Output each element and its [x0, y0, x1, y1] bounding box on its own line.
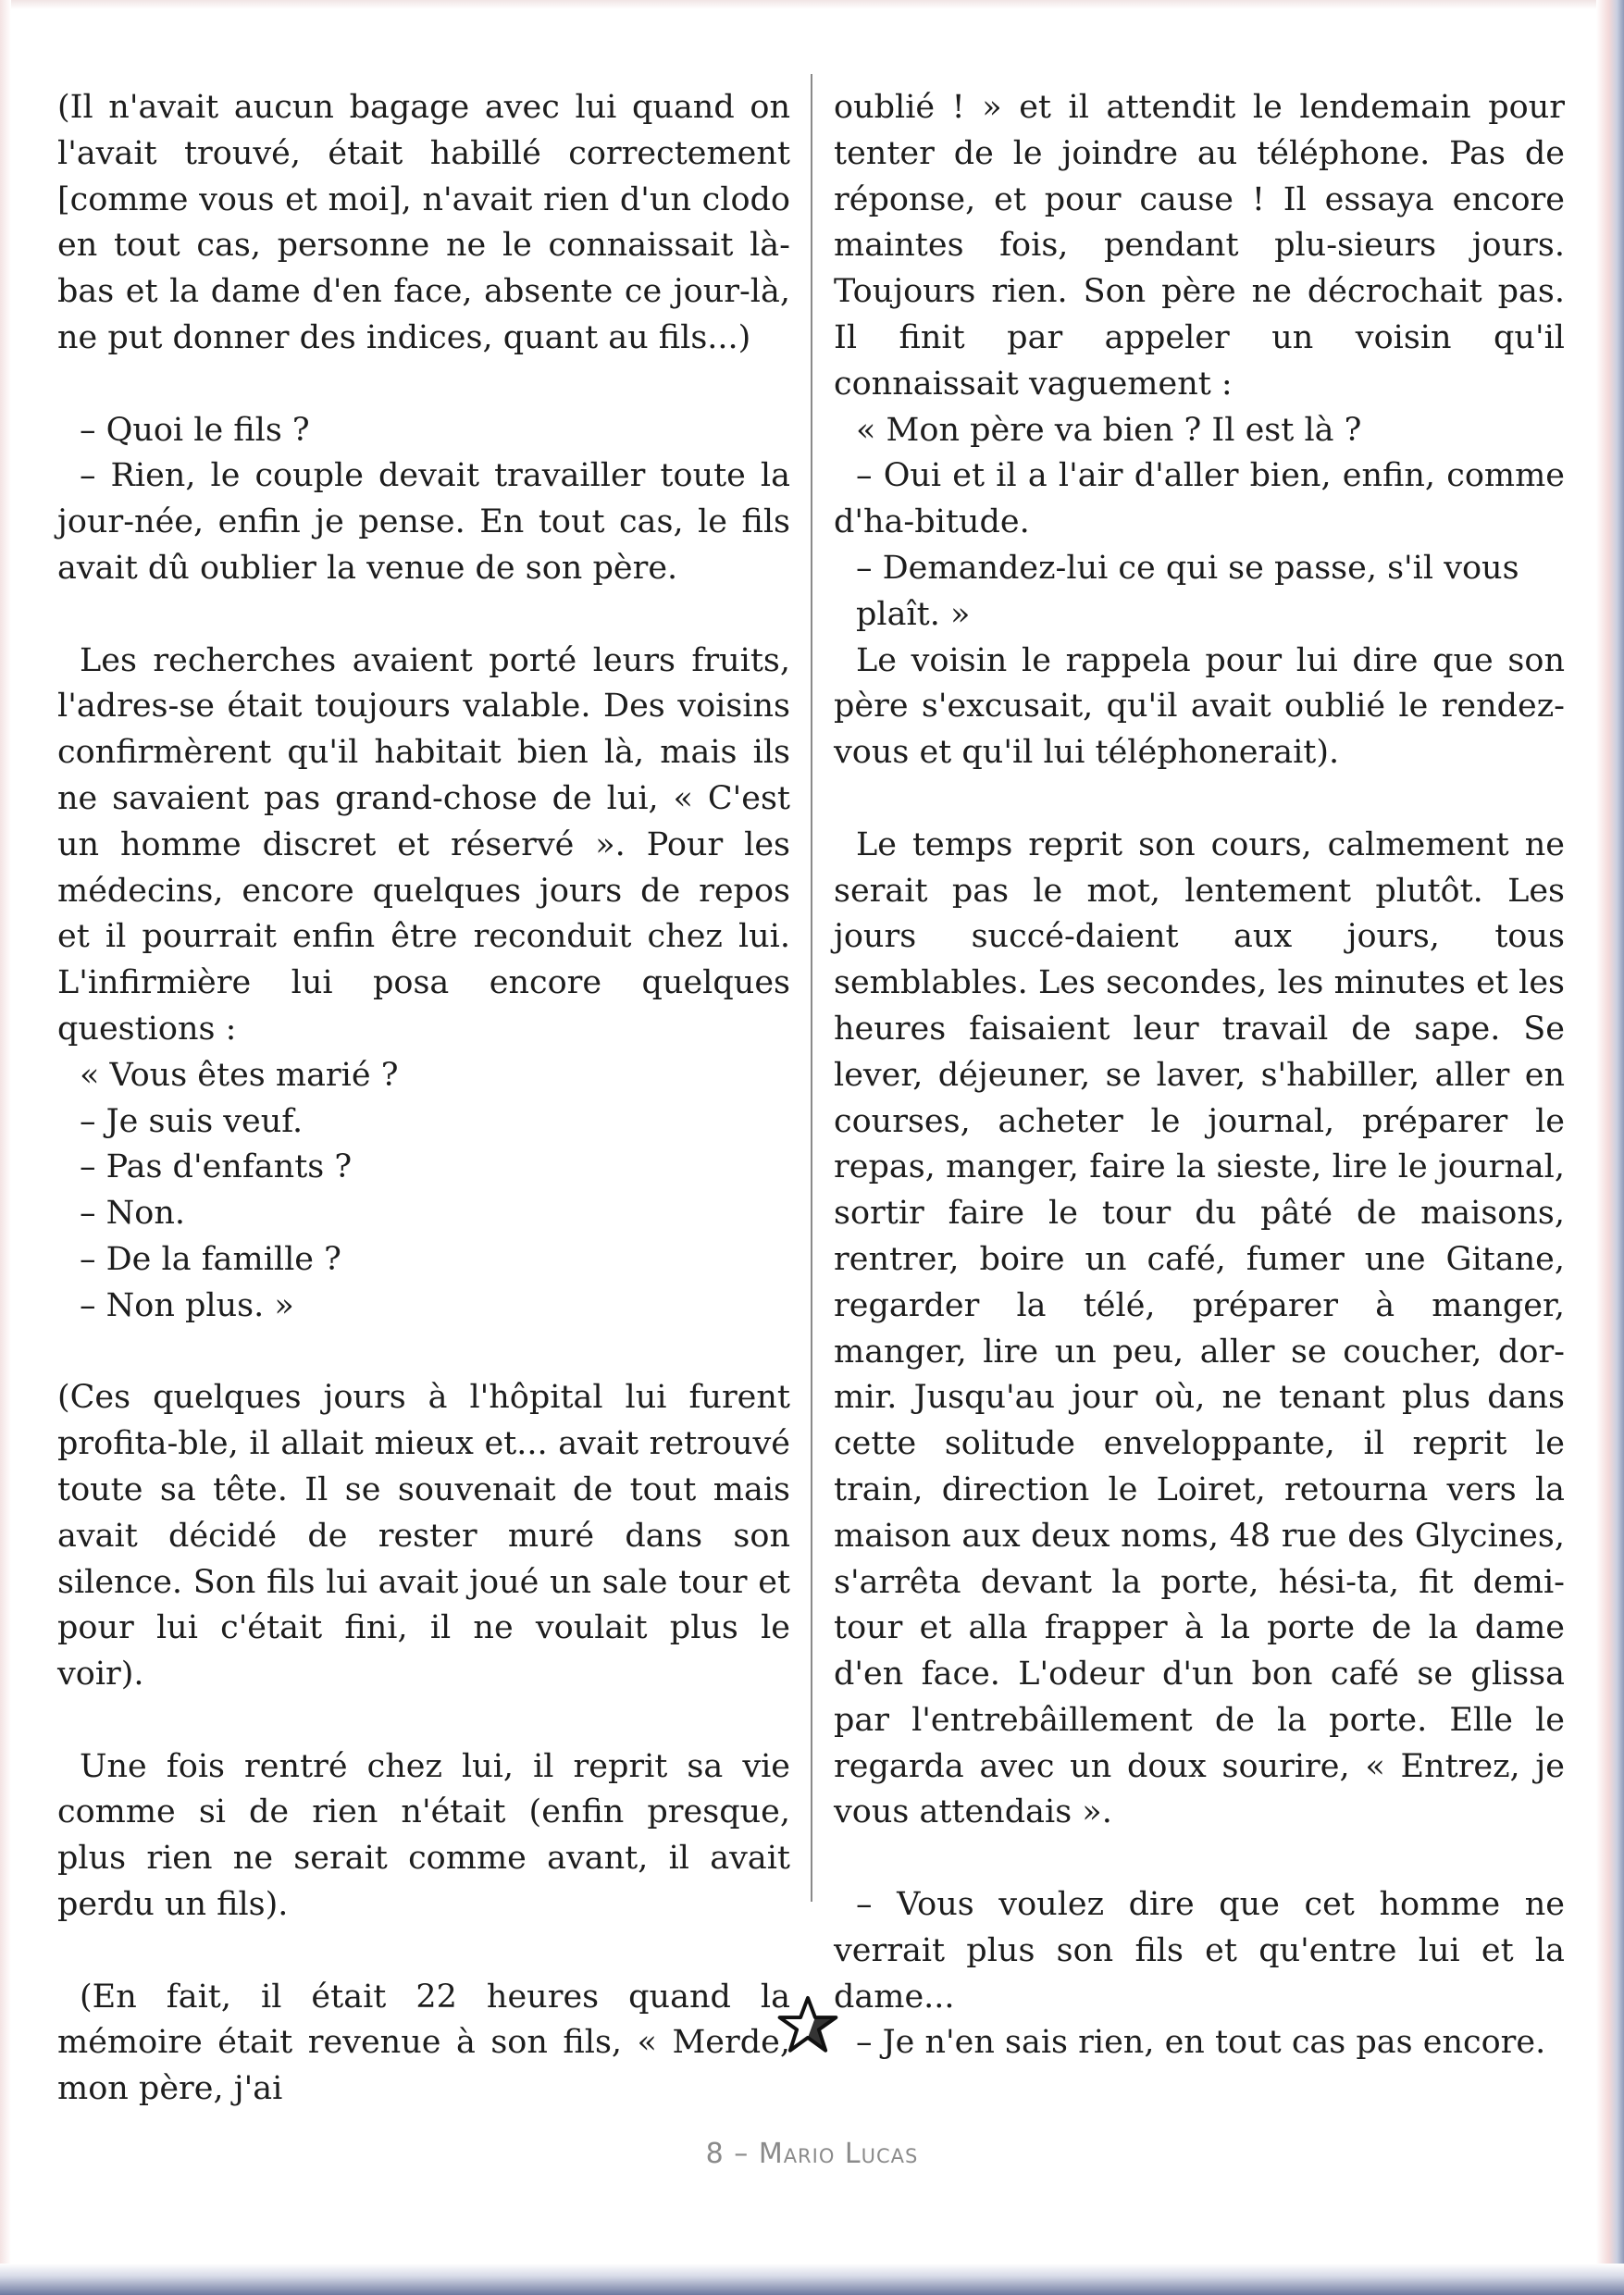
paragraph: oublié ! » et il attendit le lendemain pour tenter de le joindre au téléphone. Pas de réponse, et pour cause ! Il essaya encore maintes fois, pendant plu-sieurs jours. Toujours rien. Son père ne décrochait pas. Il finit par appeler un voisin qu'il connaissait vaguement :: [834, 89, 1565, 403]
paragraph: Le temps reprit son cours, calmement ne serait pas le mot, lentement plutôt. Les jours succé-daient aux jours, tous semblables. Les secondes, les minutes et les heures faisaient leur travail de sape. Se lever, déjeuner, se laver, s'habiller, aller en courses, acheter le journal, préparer le repas, manger, faire la sieste, lire le journal, sortir faire le tour du pâté de maisons, rentrer, boire un café, fumer une Gitane, regarder la télé, préparer à manger, manger, lire un peu, aller se coucher, dor-mir. Jusqu'au jour où, ne tenant plus dans cette solitude enveloppante, il reprit le train, direction le Loiret, retourna vers la maison aux deux noms, 48 rue des Glycines, s'arrêta devant la porte, hési-ta, fit demi-tour et alla frapper à la porte de la dame d'en face. L'odeur d'un bon café se glissa par l'entrebâillement de la porte. Elle le regarda avec un doux sourire, « Entrez, je vous attendais ».: [834, 825, 1565, 1831]
paragraph-gap: [57, 1929, 790, 1975]
star-icon: [777, 1994, 838, 2055]
paragraph: Le voisin le rappela pour lui dire que son père s'excusait, qu'il avait oublié le rendez-vous et qu'il lui téléphonerait).: [834, 641, 1565, 772]
dialogue-line: – Oui et il a l'air d'aller bien, enfin, comme d'ha-bitude.: [834, 457, 1565, 541]
paragraph: Les recherches avaient porté leurs fruits, l'adres-se était toujours valable. Des voisins confirmèrent qu'il habitait bien là, mais ils ne savaient pas grand-chose de lui, « C'est un homme discret et réservé ». Pour les médecins, encore quelques jours de repos et il pourrait enfin être reconduit chez lui. L'infirmière lui posa encore quelques questions :: [57, 641, 790, 1048]
dialogue-line: – De la famille ?: [80, 1240, 341, 1278]
footer-separator: –: [734, 2138, 750, 2170]
paragraph-gap: [834, 776, 1565, 823]
dialogue-line: – Rien, le couple devait travailler toute la jour-née, enfin je pense. En tout cas, le fils avait dû oublier la venue de son père.: [57, 457, 790, 587]
dialogue-line: – Vous voulez dire que cet homme ne verrait plus son fils et qu'entre lui et la dame...: [834, 1886, 1565, 2016]
page-number: 8: [705, 2138, 725, 2170]
right-text-column: [834, 85, 1565, 2066]
paragraph: (Ces quelques jours à l'hôpital lui furent profita-ble, il allait mieux et... avait retrouvé toute sa tête. Il se souvenait de tout mais avait décidé de rester muré dans son silence. Son fils lui avait joué un sale tour et pour lui c'était fini, il ne voulait plus le voir).: [57, 1379, 790, 1693]
dialogue-line: – Non.: [80, 1195, 185, 1233]
paragraph: Une fois rentré chez lui, il reprit sa vie comme si de rien n'était (enfin presque, plus rien ne serait comme avant, il avait perdu un fils).: [57, 1747, 790, 1924]
paragraph-gap: [57, 1330, 790, 1376]
paragraph: (Il n'avait aucun bagage avec lui quand on l'avait trouvé, était habillé correctement [comme vous et moi], n'avait rien d'un clodo en tout cas, personne ne le connaissait là-bas et la dame d'en face, absente ce jour-là, ne put donner des indices, quant au fils...): [57, 89, 790, 356]
paragraph: (En fait, il était 22 heures quand la mémoire était revenue à son fils, « Merde, mon père, j'ai: [57, 1978, 790, 2108]
dialogue-line: « Vous êtes marié ?: [80, 1056, 399, 1094]
dialogue-line: – Je n'en sais rien, en tout cas pas encore.: [856, 2024, 1546, 2062]
dialogue-line: « Mon père va bien ? Il est là ?: [856, 411, 1362, 449]
bottom-border: [0, 2264, 1624, 2295]
column-divider: [811, 74, 812, 1902]
left-border: [0, 0, 11, 2295]
dialogue-line: – Je suis veuf.: [80, 1102, 304, 1140]
page-footer: [0, 2138, 1624, 2170]
dialogue-line: – Quoi le fils ?: [80, 411, 310, 449]
dialogue-line: – Pas d'enfants ?: [80, 1148, 353, 1186]
top-border: [0, 0, 1624, 9]
dialogue-line: – Demandez-lui ce qui se passe, s'il vous plaît. »: [856, 549, 1519, 633]
left-text-column: [57, 85, 790, 2113]
paragraph-gap: [834, 1836, 1565, 1882]
paragraph-gap: [57, 592, 790, 639]
dialogue-line: – Non plus. »: [80, 1286, 294, 1324]
right-border: [1596, 0, 1624, 2295]
paragraph-gap: [57, 1698, 790, 1744]
author-name: Mario Lucas: [758, 2138, 919, 2170]
paragraph-gap: [57, 362, 790, 408]
